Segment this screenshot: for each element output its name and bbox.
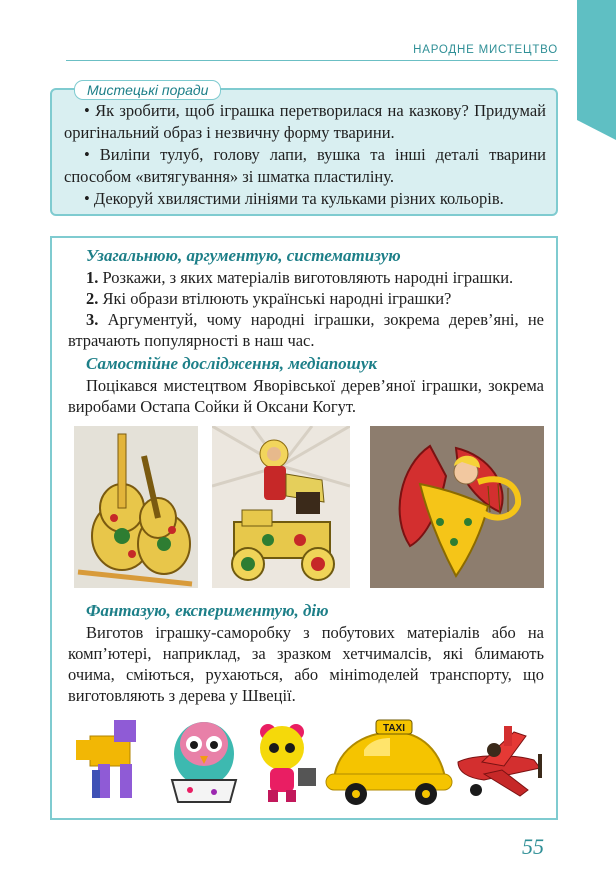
section-generalize — [68, 245, 544, 351]
wooden-airplane-toy — [458, 726, 542, 796]
question-text: Які образи втілюють українські народні іграшки? — [98, 289, 452, 308]
running-head: НАРОДНЕ МИСТЕЦТВО — [413, 44, 558, 56]
wooden-angel-toy-photo — [370, 426, 544, 588]
tips-title: Мистецькі поради — [74, 80, 221, 100]
section-title: Самостійне дослідження, медіапошук — [86, 354, 377, 373]
section-research — [68, 353, 544, 417]
question-number: 3. — [86, 310, 99, 329]
question-number: 2. — [86, 289, 99, 308]
section-text: Поцікався мистецтвом Яворівської дерев’яної іграшки, зокрема виробами Остапа Сойки й Оксани Когут. — [68, 376, 544, 416]
wooden-taxi-toy — [326, 720, 452, 805]
question-number: 1. — [86, 268, 99, 287]
section-text: Виготов іграшку-саморобку з побутових матеріалів або на комп’ютері, наприклад, за зразком хетчималсів, які блимають очима, сміються, рухаються, або мініmоделей транспорту, що виготовляють з дерева у Швеції. — [68, 623, 544, 705]
section-experiment — [68, 600, 544, 706]
question-text: Розкажи, з яких матеріалів виготовляють народні іграшки. — [98, 268, 514, 287]
question-item — [68, 288, 544, 309]
violin-toys-photo — [74, 426, 198, 588]
tips-list — [64, 100, 546, 210]
page-number: 55 — [522, 834, 544, 859]
taxi-label: TAXI — [382, 723, 406, 734]
header-rule — [66, 60, 558, 61]
tip-item: • Як зробити, щоб іграшка перетворилася на казкову? Придумай оригінальний образ і незвичну форму тварини. — [64, 101, 546, 142]
toys-strip-images — [64, 710, 544, 808]
wooden-cart-toy-photo — [212, 426, 350, 588]
section-title: Узагальнюю, аргументую, систематизую — [86, 246, 401, 265]
question-item — [68, 309, 544, 351]
question-item — [68, 267, 544, 288]
yellow-bear-toy — [260, 724, 316, 802]
tip-item: • Виліпи тулуб, голову лапи, вушка та інші деталі тварини способом «витягування» зі шматка пластиліну. — [64, 145, 546, 186]
tip-item: • Декоруй хвилястими лініями та кульками різних кольорів. — [84, 189, 504, 208]
page-corner-tab — [577, 0, 616, 120]
question-text: Аргументуй, чому народні іграшки, зокрема дерев’яні, не втрачають популярності в наш час. — [68, 310, 544, 350]
section-title: Фантазую, експериментую, дію — [86, 601, 329, 620]
hatchimal-toy — [172, 722, 236, 802]
puzzle-dog-toy — [76, 720, 136, 798]
